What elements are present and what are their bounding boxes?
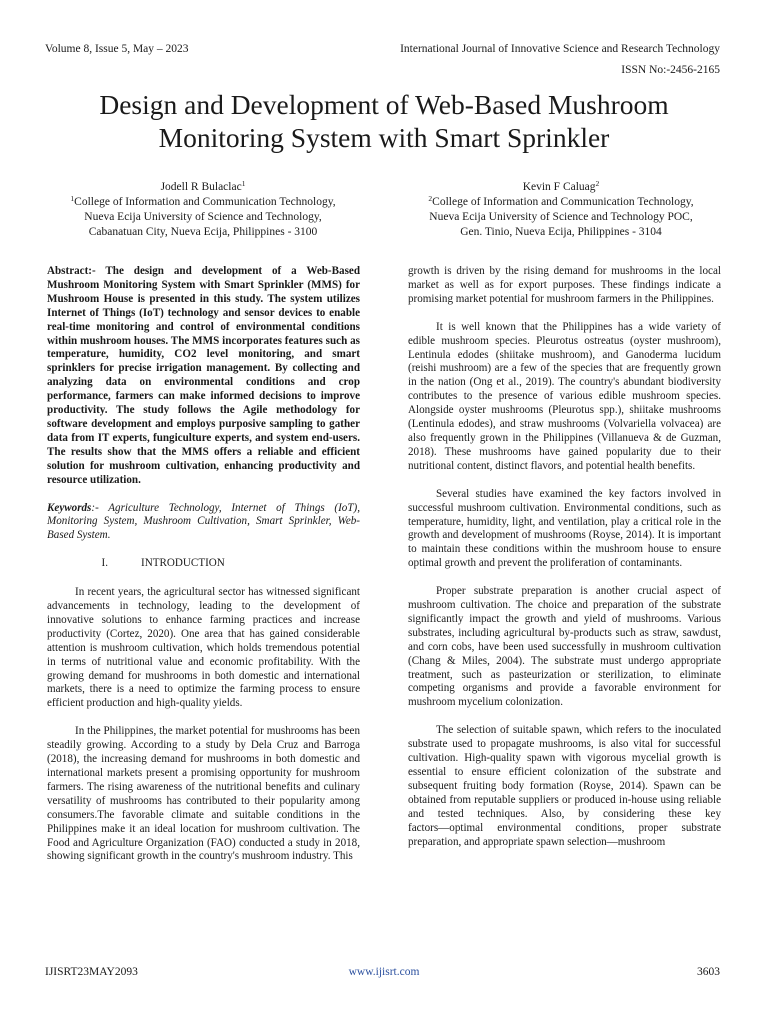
paragraph: In the Philippines, the market potential for mushrooms has been steadily growing. According to a study by Dela Cruz and Barroga (2018), the increasing demand for mushrooms in both domestic and international markets present a promising opportunity for mushroom farmers. The rising awareness of the nutritional benefits and culinary versatility of mushrooms has contributed to their popularity among consumers.The favorable climate and suitable conditions in the Philippines make it an ideal location for mushroom cultivation. The Food and Agriculture Organization (FAO) conducted a study in 2018, showing significant growth in the country's mushroom industry. This: [47, 725, 360, 863]
title-line-1: Design and Development of Web-Based Mushroom: [99, 89, 669, 120]
keywords: Keywords:- Agriculture Technology, Internet of Things (IoT), Monitoring System, Mushroom Cultivation, Smart Sprinkler, Web-Based System.: [47, 501, 360, 542]
journal-name: International Journal of Innovative Science and Research Technology: [400, 43, 720, 55]
title-line-2: Monitoring System with Smart Sprinkler: [158, 122, 610, 153]
article-code: IJISRT23MAY2093: [45, 966, 138, 978]
issn: ISSN No:-2456-2165: [621, 64, 720, 76]
author-affiliation-line: $^2$College of Information and Communication Technology,: [428, 194, 694, 208]
abstract: Abstract:- The design and development of a Web-Based Mushroom Monitoring System with Smart Sprinkler (MMS) for Mushroom House is presented in this study. The system utilizes Internet of Things (IoT) technology and sensor devices to enable real-time monitoring and control of environmental conditions within mushroom houses. The MMS incorporates features such as temperature, humidity, CO2 level monitoring, and smart sprinklers for precise irrigation management. By collecting and analyzing data on environmental conditions and crop performance, farmers can make informed decisions to improve productivity. The study follows the Agile methodology for software development and employs purposive sampling to gather data from IT experts, fungiculture experts, and system end-users. The results show that the MMS offers a reliable and efficient solution for mushroom cultivation, enhancing productivity and resource utilization.: [47, 265, 360, 486]
keywords-label: Keywords: [47, 501, 92, 514]
right-column: [408, 265, 721, 849]
author-affiliation-line: Nueva Ecija University of Science and Technology,: [84, 211, 322, 223]
author-block-2: [396, 180, 726, 240]
section-heading: I. INTRODUCTION: [101, 557, 225, 570]
paragraph: Proper substrate preparation is another crucial aspect of mushroom cultivation. The choice and preparation of the substrate significantly impact the growth and yield of mushrooms. Various substrates, including agricultural by-products such as straw, sawdust, and corn cobs, have been used successfully in mushroom cultivation (Chang & Miles, 2004). The substrate must undergo appropriate treatment, such as pasteurization or sterilization, to eliminate competing organisms and provide a favorable environment for mushroom mycelium colonization.: [408, 585, 721, 709]
paragraph: Several studies have examined the key factors involved in successful mushroom cultivation. Environmental conditions, such as temperature, humidity, light, and ventilation, play a critical role in the growth and development of mushrooms (Royse, 2014). It is important to maintain these conditions within the mushroom house to ensure optimal growth and prevent the proliferation of contaminants.: [408, 487, 721, 570]
paragraph: growth is driven by the rising demand for mushrooms in the local market as well as for export purposes. These findings indicate a promising market potential for mushroom farmers in the Philippines.: [408, 265, 721, 305]
author-affiliation-line: Cabanatuan City, Nueva Ecija, Philippines - 3100: [88, 226, 318, 238]
author-name: Jodell R Bulaclac$^1$: [160, 179, 246, 193]
paper-title: [40, 88, 728, 154]
author-block-1: [38, 180, 368, 240]
author-affiliation-line: Nueva Ecija University of Science and Technology POC,: [429, 211, 693, 223]
paragraph: It is well known that the Philippines has a wide variety of edible mushroom species. Pleurotus ostreatus (oyster mushroom), Lentinula edodes (shiitake mushroom), and Ganoderma lucidum (reishi mushroom) are a few of the species that are frequently grown in the nation (Ong et al., 2019). The country's abundant biodiversity contributes to the presence of various edible mushroom species. Alongside oyster mushrooms (Pleurotus spp.), shiitake mushrooms (Lentinula edodes), and straw mushrooms (Volvariella volvacea) are also frequently grown in the Philippines (Villanueva & de Guzman, 2018). These mushrooms have gained popularity due to their nutritional content, distinct flavors, and potential health benefits.: [408, 320, 721, 472]
author-affiliation-line: Gen. Tinio, Nueva Ecija, Philippines - 3104: [460, 226, 662, 238]
left-column: [47, 265, 360, 864]
page-number: 3603: [697, 966, 720, 978]
paragraph: The selection of suitable spawn, which refers to the inoculated substrate used to propagate mushrooms, is also vital for successful cultivation. High-quality spawn with vigorous mycelial growth is essential to ensure efficient colonization of the substrate and subsequent fruiting body formation (Royse, 2014). Spawn can be obtained from reputable suppliers or produced in-house using reliable and tested techniques. Also, by considering these key factors―optimal environmental conditions, proper substrate preparation, and appropriate spawn selection―mushroom: [408, 724, 721, 848]
journal-url-link[interactable]: www.ijisrt.com: [348, 966, 420, 978]
author-affiliation-line: $^1$College of Information and Communication Technology,: [70, 194, 336, 208]
paragraph: In recent years, the agricultural sector has witnessed significant advancements in technology, leading to the development of innovative solutions to enhance farming practices and increase productivity (Cortez, 2020). One area that has gained considerable attention is mushroom cultivation, which holds tremendous potential in terms of nutritional value and economic profitability. With the growing demand for mushrooms in both domestic and international markets, there is a need to optimize the farming process to ensure efficient production and high-quality yields.: [47, 586, 360, 710]
author-name: Kevin F Caluag$^2$: [522, 179, 600, 193]
volume-info: Volume 8, Issue 5, May – 2023: [45, 43, 189, 55]
